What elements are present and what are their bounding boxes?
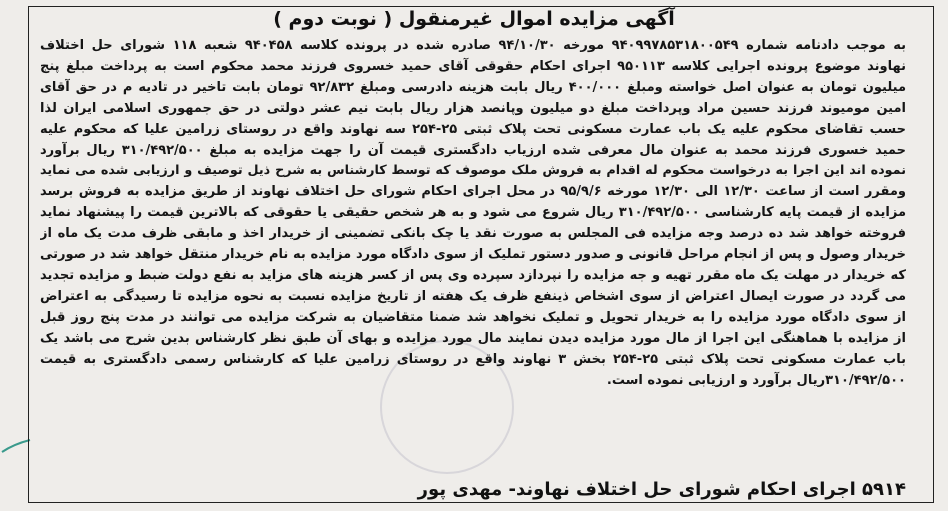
body-line: ومقرر است از ساعت ۱۲/۳۰ الی ۱۲/۳۰ مورخه ۹۵/۹/۶ در محل اجرای احکام شورای حل اختلاف نهاوند از طریق مزایده به فروش برسد: [40, 184, 906, 200]
body-line: که خریدار در مهلت یک ماه مقرر تهیه و جه مزایده را نپردازد سپرده وی پس از کسر هزینه های مزاید به نفع دولت ضبط و مزایده تجدید: [40, 267, 906, 283]
body-line: از مزایده با هماهنگی این اجرا از مال مورد مزایده دیدن نمایند مال مورد مزایده و بهای آن طبق نظر کارشناس بدین شرح می باشد یک: [40, 330, 906, 346]
notice-signature: ۵۹۱۴ اجرای احکام شورای حل اختلاف نهاوند- مهدی پور: [417, 479, 906, 500]
notice-body: [40, 36, 906, 391]
body-line: امین مومیوند فرزند حسین مراد وپرداخت مبلغ دو میلیون وپانصد هزار ریال بابت نیم عشر دولتی در حق جمهوری اسلامی ایران لذا: [40, 100, 906, 116]
body-line: نموده اند این اجرا به درخواست محکوم له اقدام به فروش ملک موصوف که توسط کارشناس به شرح ذیل توصیف و ارزیابی شده می نماید: [40, 163, 906, 179]
body-line: نهاوند موضوع پرونده اجرایی کلاسه ۹۵۰۱۱۳ اجرای احکام حقوقی آقای حمید خسروی فرزند محمد محکوم است به پرداخت مبلغ پنج: [40, 58, 906, 74]
body-line: خریدار وصول و پس از انجام مراحل قانونی و صدور دستور تملیک از سوی دادگاه مورد مزایده به نام خریدار منتقل خواهد شد در صورتی: [40, 247, 906, 263]
body-line: مزایده از قیمت پایه کارشناسی ۳۱۰/۴۹۲/۵۰۰ ریال شروع می شود و به هر شخص حقیقی یا حقوقی که بالاترین قیمت را پیشنهاد نماید: [40, 205, 906, 221]
body-line-last: ۳۱۰/۴۹۲/۵۰۰ریال برآورد و ارزیابی نموده است.: [606, 372, 906, 388]
body-line: حسب تقاضای محکوم علیه یک باب عمارت مسکونی تحت پلاک ثبتی ۲۵-۲۵۴ سه نهاوند واقع در روستای زرامین علیا که محکوم علیه: [40, 121, 906, 137]
body-line: از سوی دادگاه مورد مزایده را به خریدار تحویل و تملیک نخواهد شد ضمنا متقاضیان به شرکت مزایده می توانند در مدت پنج روز قبل: [40, 309, 906, 325]
body-line: باب عمارت مسکونی تحت پلاک ثبتی ۲۵-۲۵۴ بخش ۳ نهاوند واقع در روستای زرامین علیا که کارشناس رسمی دادگستری به قیمت: [40, 351, 906, 367]
body-line: حمید خسوری فرزند محمد به عنوان مال معرفی شده ارزیاب دادگستری قیمت آن را جهت مزایده به مبلغ ۳۱۰/۴۹۲/۵۰۰ ریال برآورد: [40, 142, 906, 158]
body-line: میلیون تومان به عنوان اصل خواسته ومبلغ ۴۰۰/۰۰۰ ریال بابت هزینه دادرسی ومبلغ ۹۲/۸۳۲ تومان بابت تاخیر در تادیه م در حق آقای: [40, 79, 906, 95]
body-line: می گردد در صورت ایصال اعتراض از سوی اشخاص ذینفع ظرف یک هفته از تاریخ مزایده نسبت به نحوه مزایده تا رسیدگی به اعتراض: [40, 288, 906, 304]
notice-title: آگهی مزایده اموال غیرمنقول ( نوبت دوم ): [273, 8, 675, 30]
body-line: به موجب دادنامه شماره ۹۴۰۹۹۷۸۵۳۱۸۰۰۵۴۹ مورخه ۹۴/۱۰/۳۰ صادره شده در پرونده کلاسه ۹۴۰۴۵۸ شعبه ۱۱۸ شورای حل اختلاف: [40, 38, 906, 53]
body-line: فروخته خواهد شد ده درصد وجه مزایده فی المجلس به صورت نقد یا چک بانکی تضمینی از خریدار اخذ و مابقی ظرف مدت یک ماه از: [40, 226, 906, 242]
